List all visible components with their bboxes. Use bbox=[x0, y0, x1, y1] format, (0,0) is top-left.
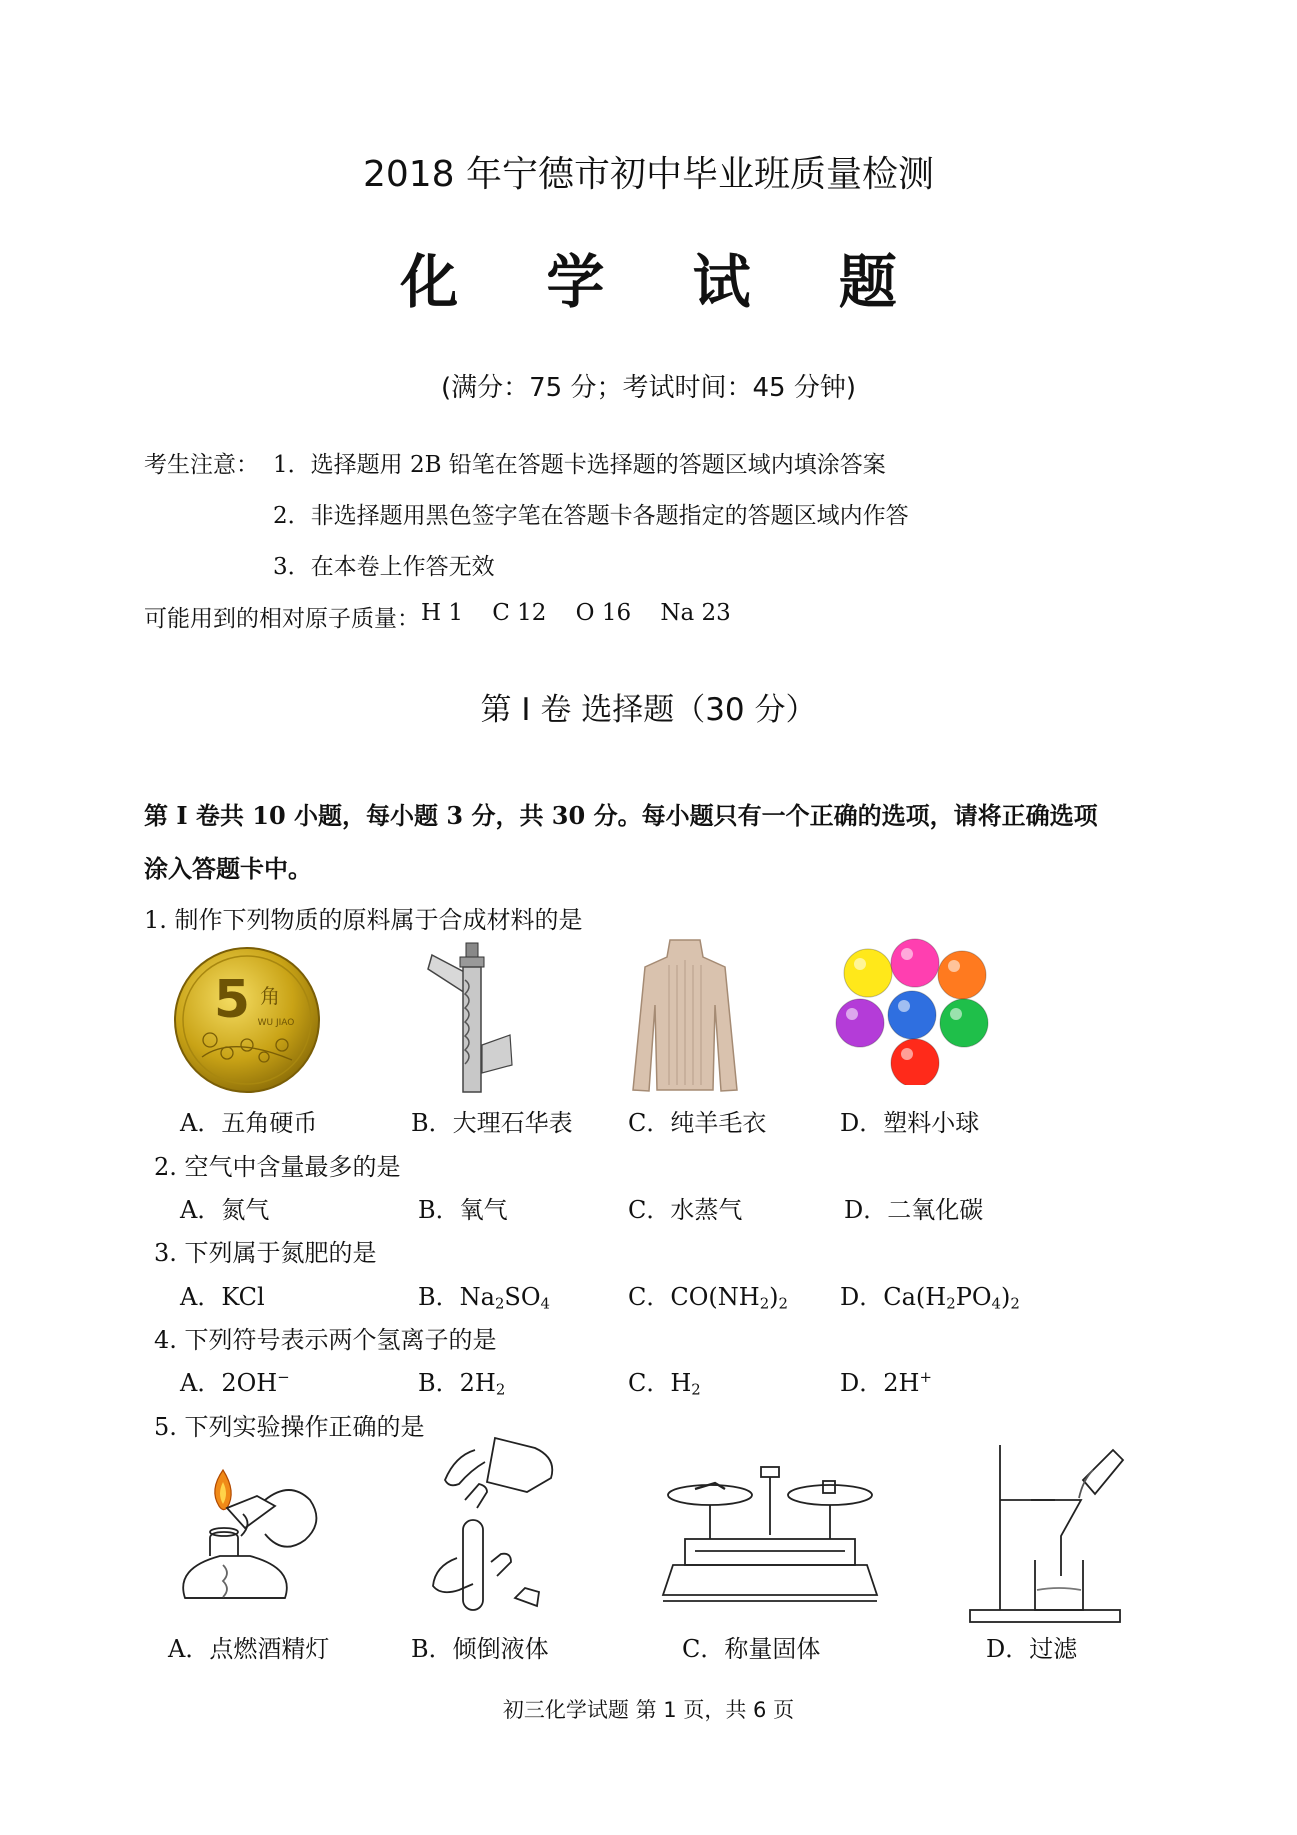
q3-option-a: A．KCl bbox=[180, 1283, 265, 1311]
question-1-stem: 1. 制作下列物质的原料属于合成材料的是 bbox=[144, 906, 583, 934]
footer-page-number: 1 bbox=[663, 1698, 677, 1722]
plastic-ball bbox=[891, 1039, 939, 1085]
footer-suffix: 页 bbox=[773, 1698, 795, 1722]
q5-option-b: B．倾倒液体 bbox=[411, 1635, 549, 1663]
q1-option-d: D．塑料小球 bbox=[840, 1109, 980, 1137]
atomic-mass-label: 可能用到的相对原子质量： bbox=[144, 606, 420, 632]
q2-option-a: A．氮气 bbox=[180, 1196, 270, 1224]
question-3-stem: 3. 下列属于氮肥的是 bbox=[154, 1239, 377, 1267]
plastic-ball bbox=[836, 999, 884, 1047]
coin-numeral: 5 bbox=[213, 970, 251, 1030]
section-instructions-2: 涂入答题卡中。 bbox=[144, 854, 312, 883]
q2-option-d: D．二氧化碳 bbox=[844, 1196, 984, 1224]
plastic-ball bbox=[938, 951, 986, 999]
score-time: (满分：75 分；考试时间：45 分钟) bbox=[441, 373, 856, 403]
plastic-ball-highlight bbox=[901, 1048, 913, 1060]
note-item-3: 3．在本卷上作答无效 bbox=[273, 554, 495, 580]
footer-total-pages: 6 bbox=[753, 1698, 767, 1722]
q4-option-b: B．$2H_2$ bbox=[418, 1369, 506, 1399]
q3-option-d: D．$Ca(H_2PO_4)_2$ bbox=[840, 1283, 1020, 1313]
page-footer bbox=[0, 1694, 1297, 1724]
plastic-ball bbox=[888, 991, 936, 1039]
plastic-ball bbox=[940, 999, 988, 1047]
plastic-ball-highlight bbox=[901, 948, 913, 960]
plastic-ball-highlight bbox=[846, 1008, 858, 1020]
notes-label: 考生注意： bbox=[144, 452, 259, 478]
q2-option-b: B．氧气 bbox=[418, 1196, 508, 1224]
sweater-image bbox=[625, 935, 745, 1095]
plastic-ball-highlight bbox=[854, 958, 866, 970]
section-title: 第 I 卷 选择题（30 分） bbox=[480, 692, 817, 728]
note-item-2: 2．非选择题用黑色签字笔在答题卡各题指定的答题区域内作答 bbox=[273, 503, 909, 529]
coin-pinyin: WU JIAO bbox=[257, 1018, 295, 1028]
plastic-ball bbox=[891, 939, 939, 987]
plastic-ball-highlight bbox=[950, 1008, 962, 1020]
plastic-ball-highlight bbox=[948, 960, 960, 972]
q5-option-d: D．过滤 bbox=[986, 1635, 1078, 1663]
question-5-stem: 5. 下列实验操作正确的是 bbox=[154, 1413, 425, 1441]
note-item-1: 1．选择题用 2B 铅笔在答题卡选择题的答题区域内填涂答案 bbox=[273, 452, 886, 478]
q3-option-b: B．$Na_2SO_4$ bbox=[418, 1283, 551, 1313]
question-2-stem: 2. 空气中含量最多的是 bbox=[154, 1153, 401, 1181]
atomic-mass-values: H 1 C 12 O 16 Na 23 bbox=[421, 600, 731, 626]
plastic-balls-image bbox=[830, 935, 1000, 1085]
coin-image bbox=[172, 945, 322, 1095]
q2-option-c: C．水蒸气 bbox=[628, 1196, 743, 1224]
footer-prefix: 初三化学试题 第 bbox=[502, 1698, 657, 1722]
filtration-image bbox=[965, 1440, 1125, 1625]
q5-option-a: A．点燃酒精灯 bbox=[168, 1635, 330, 1663]
footer-mid: 页，共 bbox=[683, 1698, 747, 1722]
alcohol-lamp-image bbox=[165, 1460, 335, 1625]
question-4-stem: 4. 下列符号表示两个氢离子的是 bbox=[154, 1326, 497, 1354]
q1-option-b: B．大理石华表 bbox=[411, 1109, 573, 1137]
coin-unit: 角 bbox=[260, 984, 280, 1008]
q4-option-d: D．2H+ bbox=[840, 1368, 932, 1397]
pouring-liquid-image bbox=[405, 1430, 585, 1620]
plastic-ball bbox=[844, 949, 892, 997]
q5-option-c: C．称量固体 bbox=[682, 1635, 821, 1663]
section-instructions-1: 第 I 卷共 10 小题，每小题 3 分，共 30 分。每小题只有一个正确的选项，请将正确选项 bbox=[144, 801, 1098, 830]
huabiao-image bbox=[410, 935, 530, 1095]
q4-option-c: C．$H_2$ bbox=[628, 1369, 701, 1399]
q1-option-a: A．五角硬币 bbox=[180, 1109, 318, 1137]
exam-title: 2018 年宁德市初中毕业班质量检测 bbox=[362, 154, 935, 195]
q3-option-c: C．$CO(NH_2)_2$ bbox=[628, 1283, 789, 1313]
subject-title: 化 学 试 题 bbox=[400, 248, 931, 316]
plastic-ball-highlight bbox=[898, 1000, 910, 1012]
q4-option-a: A．2OH− bbox=[180, 1368, 290, 1397]
balance-image bbox=[655, 1465, 885, 1625]
q1-option-c: C．纯羊毛衣 bbox=[628, 1109, 767, 1137]
